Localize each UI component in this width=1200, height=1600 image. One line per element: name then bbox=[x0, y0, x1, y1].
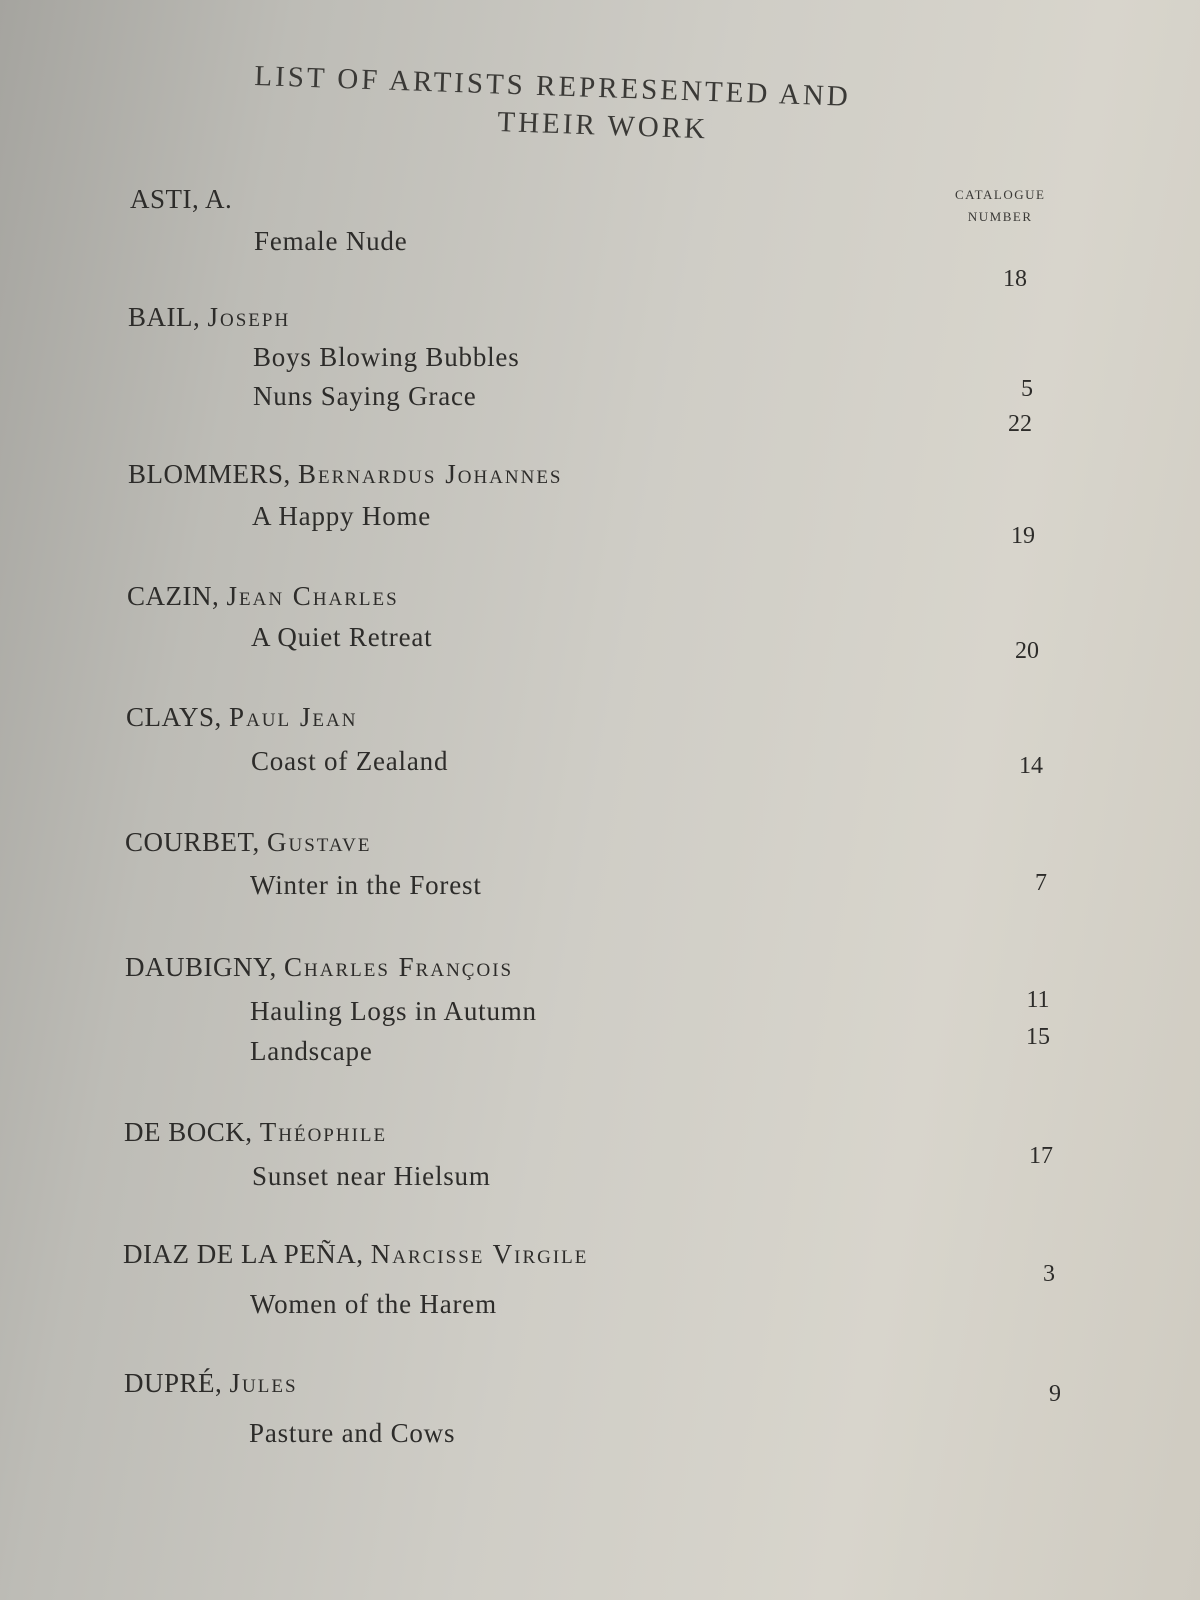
work-title: Women of the Harem bbox=[250, 1289, 497, 1319]
artist-name bbox=[125, 952, 513, 983]
artist-first-name: Gustave bbox=[267, 827, 372, 857]
artist-first-name: Bernardus Johannes bbox=[298, 459, 563, 489]
catalogue-number: 14 bbox=[1019, 753, 1043, 779]
page-title-line2: THEIR WORK bbox=[496, 106, 709, 146]
work-title: A Quiet Retreat bbox=[251, 622, 433, 652]
artist-first-name: Joseph bbox=[207, 302, 291, 332]
work-title: Nuns Saying Grace bbox=[253, 381, 477, 411]
artist-surname: DAUBIGNY, bbox=[125, 952, 277, 982]
artist-first-name: Charles François bbox=[284, 952, 514, 982]
catalogue-number: 5 bbox=[1021, 376, 1033, 402]
artist-name bbox=[130, 184, 232, 215]
work-title: Hauling Logs in Autumn bbox=[250, 996, 537, 1026]
work-title: Female Nude bbox=[254, 226, 408, 256]
catalogue-number: 20 bbox=[1015, 638, 1039, 664]
header-line1: CATALOGUE bbox=[955, 187, 1046, 202]
catalogue-number: 22 bbox=[1008, 411, 1032, 437]
artist-surname: ASTI, A. bbox=[130, 184, 233, 214]
artist-name bbox=[125, 827, 372, 858]
work-title: Coast of Zealand bbox=[251, 746, 449, 776]
catalogue-number: 9 bbox=[1049, 1381, 1061, 1407]
artist-first-name: Narcisse Virgile bbox=[370, 1239, 589, 1269]
artist-surname: BAIL, bbox=[128, 302, 201, 332]
artist-name bbox=[127, 581, 399, 612]
catalogue-number: 17 bbox=[1029, 1143, 1053, 1169]
artist-surname: DE BOCK, bbox=[124, 1117, 253, 1147]
catalogue-number: 7 bbox=[1035, 870, 1047, 896]
catalogue-number: 18 bbox=[1003, 266, 1027, 292]
artist-surname: CAZIN, bbox=[127, 581, 220, 611]
artist-first-name: Jules bbox=[229, 1368, 298, 1398]
artist-surname: BLOMMERS, bbox=[128, 459, 291, 489]
work-title: Pasture and Cows bbox=[249, 1418, 456, 1448]
catalogue-number: 15 bbox=[1026, 1024, 1050, 1050]
work-title: Landscape bbox=[250, 1036, 373, 1066]
catalogue-number: 3 bbox=[1043, 1261, 1055, 1287]
artist-name bbox=[128, 302, 290, 333]
header-line2: NUMBER bbox=[967, 209, 1033, 224]
artist-surname: COURBET, bbox=[125, 827, 260, 857]
artist-first-name: Théophile bbox=[259, 1117, 388, 1147]
artist-surname: DUPRÉ, bbox=[124, 1368, 223, 1398]
artist-first-name: Jean Charles bbox=[226, 581, 399, 611]
artist-surname: DIAZ DE LA PEÑA, bbox=[123, 1239, 364, 1269]
artist-name bbox=[124, 1368, 298, 1399]
work-title: Boys Blowing Bubbles bbox=[253, 342, 520, 372]
artist-name bbox=[123, 1239, 588, 1270]
catalogue-number: 19 bbox=[1011, 523, 1035, 549]
artist-name bbox=[126, 702, 357, 733]
work-title: Sunset near Hielsum bbox=[252, 1161, 491, 1191]
work-title: Winter in the Forest bbox=[250, 870, 482, 900]
artist-first-name: Paul Jean bbox=[229, 702, 358, 732]
artist-name bbox=[128, 459, 563, 490]
page-title-line1: LIST OF ARTISTS REPRESENTED AND bbox=[253, 60, 852, 113]
artist-surname: CLAYS, bbox=[126, 702, 222, 732]
catalogue-number-header bbox=[955, 184, 1045, 228]
artist-name bbox=[124, 1117, 387, 1148]
catalogue-number: 11 bbox=[1026, 987, 1050, 1013]
work-title: A Happy Home bbox=[252, 501, 432, 531]
